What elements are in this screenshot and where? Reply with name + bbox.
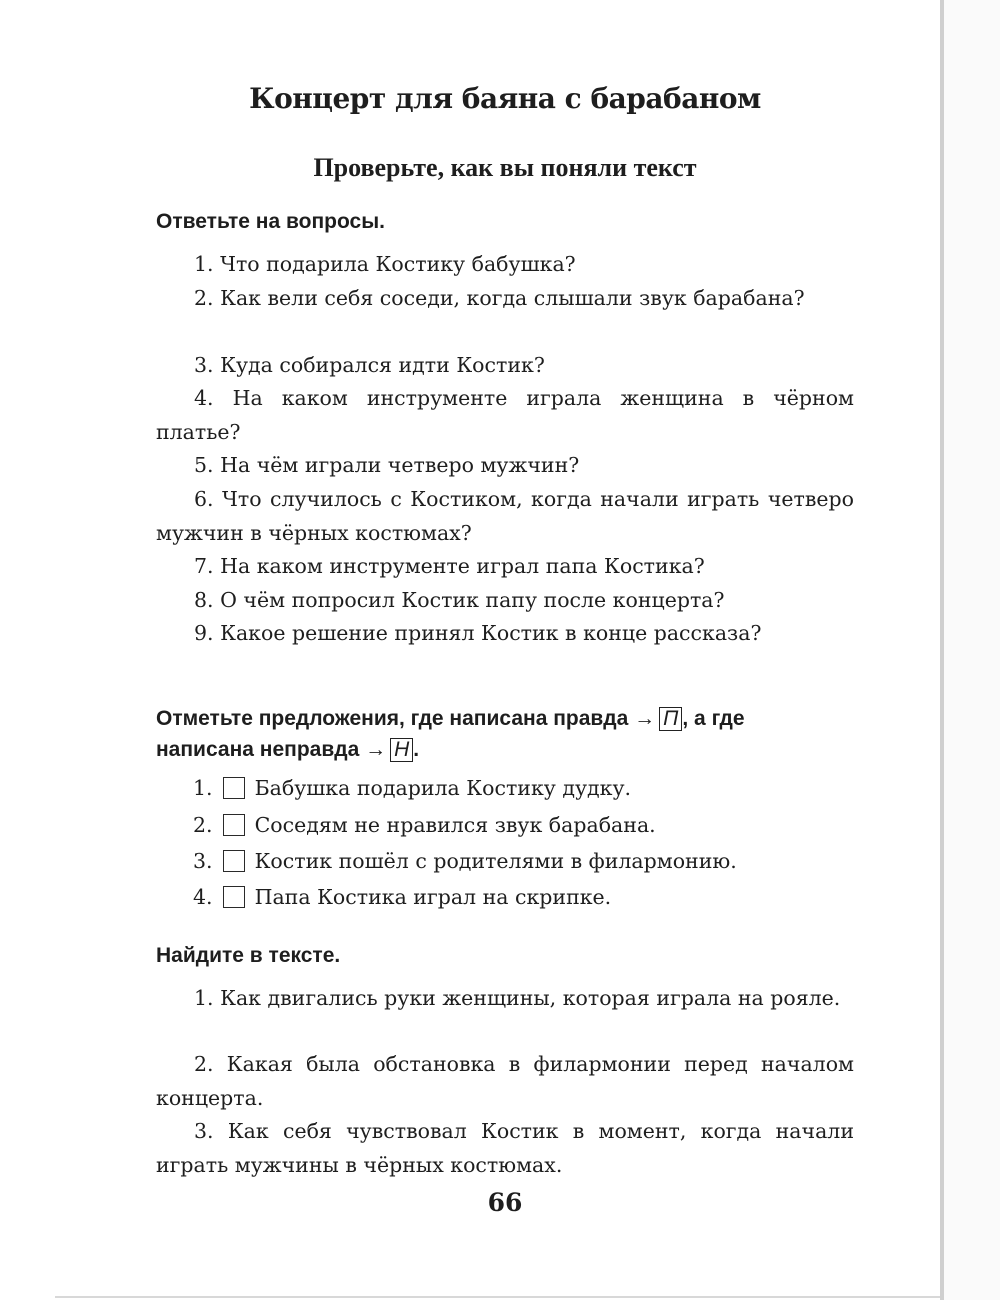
question-item: 8. О чём попросил Костик папу после концерта? xyxy=(194,588,725,612)
question-item: 6. Что случилось с Костиком, когда начали играть четверо мужчин в чёрных костюмах? xyxy=(156,487,854,545)
section-heading-questions: Ответьте на вопросы. xyxy=(156,210,385,233)
page-margin xyxy=(944,0,1000,1300)
statement-item: 2. Соседям не нравился звук барабана. xyxy=(193,813,656,837)
page-title: Концерт для баяна с барабаном xyxy=(249,82,761,115)
find-item: 2. Какая была обстановка в филармонии перед началом концерта. xyxy=(156,1052,854,1110)
question-item: 5. На чём играли четверо мужчин? xyxy=(194,453,580,477)
page-subtitle: Проверьте, как вы поняли текст xyxy=(313,153,697,182)
answer-checkbox[interactable] xyxy=(223,886,245,908)
find-item: 1. Как двигались руки женщины, которая играла на рояле. xyxy=(194,986,841,1010)
question-item: 9. Какое решение принял Костик в конце рассказа? xyxy=(194,621,762,645)
arrow-icon: → xyxy=(634,707,656,730)
question-item: 2. Как вели себя соседи, когда слышали звук барабана? xyxy=(194,286,805,310)
page-bottom-border xyxy=(55,1296,940,1298)
answer-checkbox[interactable] xyxy=(223,814,245,836)
arrow-icon: → xyxy=(365,738,387,761)
find-item: 3. Как себя чувствовал Костик в момент, когда начали играть мужчины в чёрных костюмах. xyxy=(156,1119,854,1177)
question-item: 1. Что подарила Костику бабушка? xyxy=(194,252,576,276)
statement-item: 4. Папа Костика играл на скрипке. xyxy=(193,885,612,909)
statement-item: 1. Бабушка подарила Костику дудку. xyxy=(193,776,632,800)
false-mark: Н xyxy=(390,738,413,762)
question-item: 3. Куда собирался идти Костик? xyxy=(194,353,545,377)
statement-item: 3. Костик пошёл с родителями в филармонию. xyxy=(193,849,737,873)
page-number: 66 xyxy=(487,1188,523,1217)
answer-checkbox[interactable] xyxy=(223,777,245,799)
answer-checkbox[interactable] xyxy=(223,850,245,872)
section-heading-find: Найдите в тексте. xyxy=(156,944,341,967)
section-heading-true-false-line2: написана неправда → Н . xyxy=(156,738,420,761)
section-heading-true-false: Отметьте предложения, где написана правда → П , а где xyxy=(156,707,745,730)
question-item: 7. На каком инструменте играл папа Костика? xyxy=(194,554,705,578)
true-mark: П xyxy=(659,707,682,731)
question-item: 4. На каком инструменте играла женщина в чёрном платье? xyxy=(156,386,854,444)
